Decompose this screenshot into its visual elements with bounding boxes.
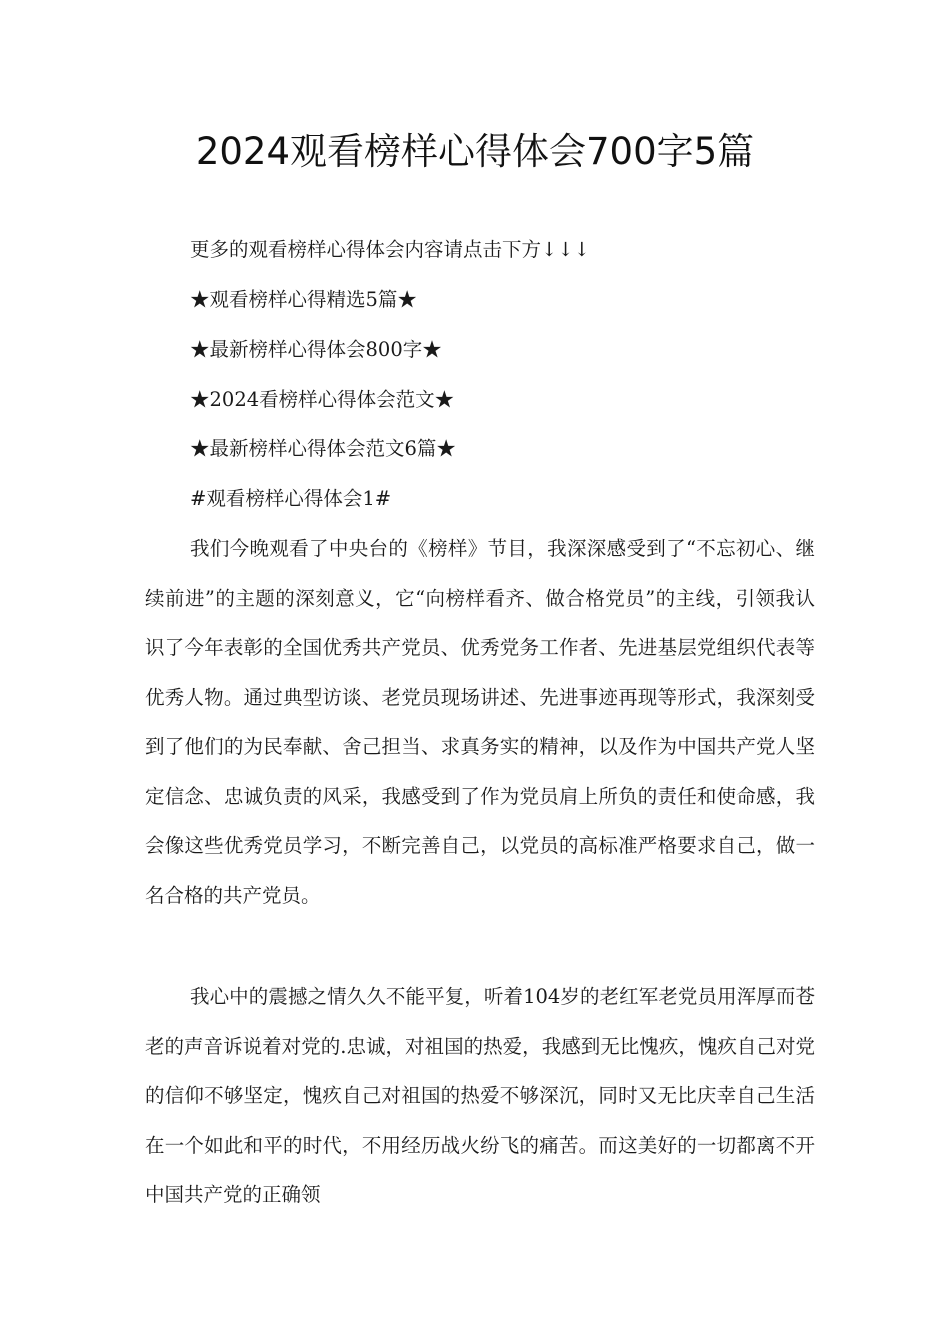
link-item[interactable]: ★观看榜样心得精选5篇★ (190, 288, 417, 311)
paragraph: 我心中的震撼之情久久不能平复，听着104岁的老红军老党员用浑厚而苍老的声音诉说着对党的.忠诚，对祖国的热爱，我感到无比愧疚，愧疚自己对党的信仰不够坚定，愧疚自己对祖国的热爱不够深沉，同时又无比庆幸自己生活在一个如此和平的时代，不用经历战火纷飞的痛苦。而这美好的一切都离不开中国共产党的正确领 (145, 985, 815, 1206)
section-heading: #观看榜样心得体会1# (190, 487, 392, 510)
link-item[interactable]: ★最新榜样心得体会范文6篇★ (190, 437, 456, 460)
link-item[interactable]: ★最新榜样心得体会800字★ (190, 338, 442, 361)
paragraph: 我们今晚观看了中央台的《榜样》节目，我深深感受到了“不忘初心、继续前进”的主题的深刻意义，它“向榜样看齐、做合格党员”的主线，引领我认识了今年表彰的全国优秀共产党员、优秀党务工作者、先进基层党组织代表等优秀人物。通过典型访谈、老党员现场讲述、先进事迹再现等形式，我深刻受到了他们的为民奉献、舍己担当、求真务实的精神，以及作为中国共产党人坚定信念、忠诚负责的风采，我感受到了作为党员肩上所负的责任和使命感，我会像这些优秀党员学习，不断完善自己，以党员的高标准严格要求自己，做一名合格的共产党员。 (145, 537, 815, 907)
intro-text: 更多的观看榜样心得体会内容请点击下方↓↓↓ (190, 238, 591, 261)
document-title: 2024观看榜样心得体会700字5篇 (195, 130, 755, 173)
link-item[interactable]: ★2024看榜样心得体会范文★ (190, 388, 455, 411)
